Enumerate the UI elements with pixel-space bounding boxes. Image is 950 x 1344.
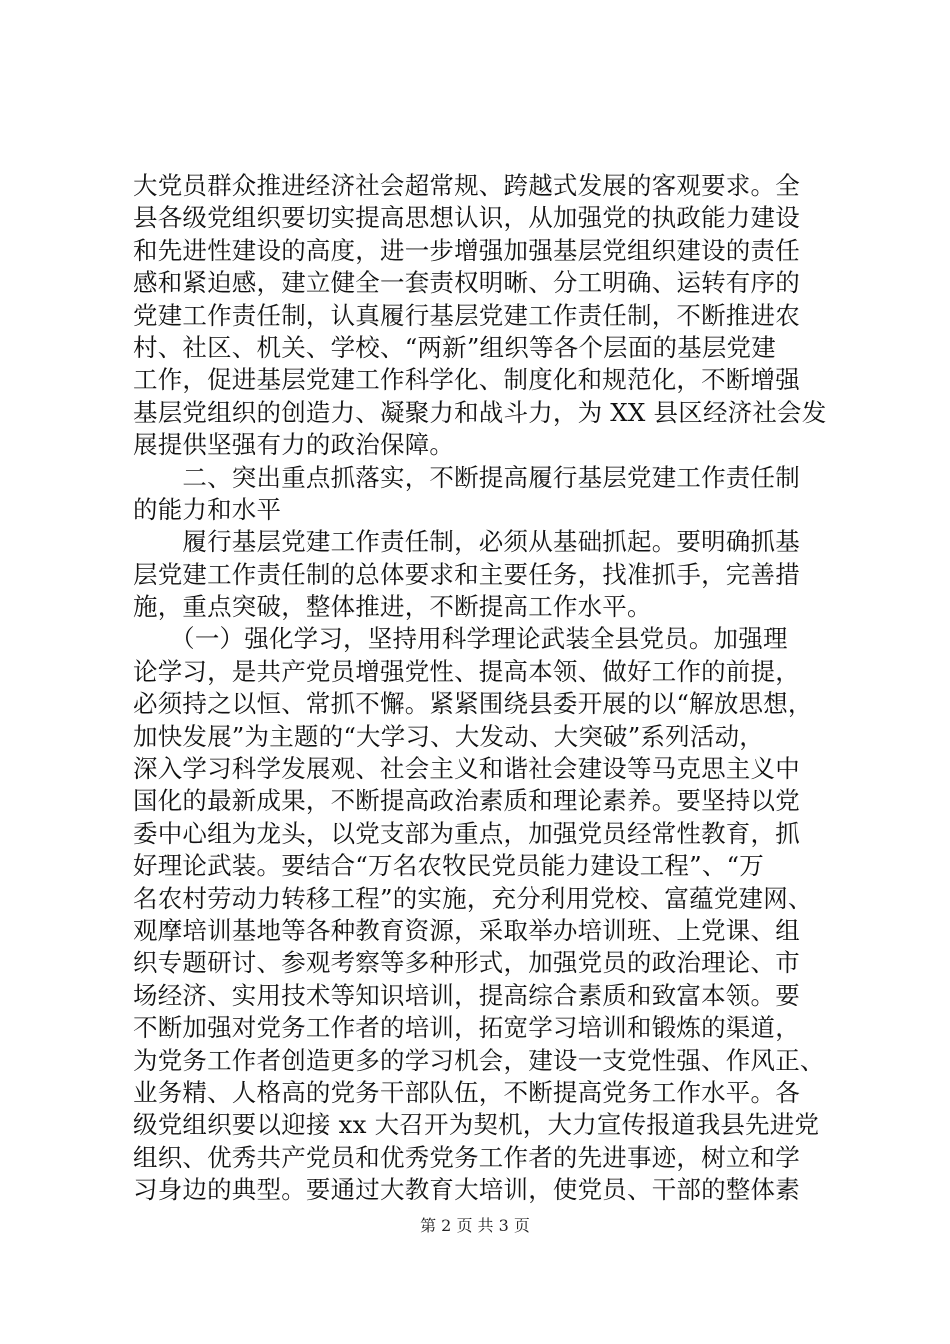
- text-line: 基层党组织的创造力、凝聚力和战斗力，为 XX 县区经济社会发: [133, 397, 827, 427]
- text-line: 不断加强对党务工作者的培训，拓宽学习培训和锻炼的渠道，: [133, 1013, 800, 1043]
- text-line: 场经济、实用技术等知识培训，提高综合素质和致富本领。要: [133, 980, 800, 1010]
- text-line: 加快发展”为主题的“大学习、大发动、大突破”系列活动，: [133, 721, 764, 751]
- text-line: 名农村劳动力转移工程”的实施，充分利用党校、富蕴党建网、: [133, 883, 813, 913]
- text-line: 村、社区、机关、学校、“两新”组织等各个层面的基层党建: [133, 332, 776, 362]
- text-line: 感和紧迫感，建立健全一套责权明晰、分工明确、运转有序的: [133, 268, 800, 298]
- text-line: 层党建工作责任制的总体要求和主要任务，找准抓手，完善措: [133, 559, 800, 589]
- text-line: （一）强化学习，坚持用科学理论武装全县党员。加强理: [133, 624, 788, 654]
- text-line: 国化的最新成果，不断提高政治素质和理论素养。要坚持以党: [133, 786, 800, 816]
- text-line: 工作，促进基层党建工作科学化、制度化和规范化，不断增强: [133, 365, 800, 395]
- text-line: 业务精、人格高的党务干部队伍，不断提高党务工作水平。各: [133, 1077, 800, 1107]
- text-line: 二、突出重点抓落实，不断提高履行基层党建工作责任制: [133, 462, 800, 492]
- text-line: 施，重点突破，整体推进，不断提高工作水平。: [133, 592, 652, 622]
- text-line: 和先进性建设的高度，进一步增强加强基层党组织建设的责任: [133, 235, 800, 265]
- text-line: 必须持之以恒、常抓不懈。紧紧围绕县委开展的以“解放思想，: [133, 689, 813, 719]
- text-line: 习身边的典型。要通过大教育大培训，使党员、干部的整体素: [133, 1175, 800, 1205]
- text-line: 观摩培训基地等各种教育资源，采取举办培训班、上党课、组: [133, 915, 800, 945]
- text-line: 的能力和水平: [133, 494, 282, 524]
- text-line: 为党务工作者创造更多的学习机会，建设一支党性强、作风正、: [133, 1045, 825, 1075]
- text-line: 好理论武装。要结合“万名农牧民党员能力建设工程”、“万: [133, 851, 764, 881]
- text-line: 党建工作责任制，认真履行基层党建工作责任制，不断推进农: [133, 300, 800, 330]
- text-line: 组织、优秀共产党员和优秀党务工作者的先进事迹，树立和学: [133, 1142, 800, 1172]
- text-line: 委中心组为龙头，以党支部为重点，加强党员经常性教育，抓: [133, 818, 800, 848]
- text-line: 展提供坚强有力的政治保障。: [133, 430, 455, 460]
- text-line: 级党组织要以迎接 xx 大召开为契机，大力宣传报道我县先进党: [133, 1110, 820, 1140]
- page-footer: 第 2 页 共 3 页: [420, 1216, 530, 1235]
- text-line: 大党员群众推进经济社会超常规、跨越式发展的客观要求。全: [133, 171, 800, 200]
- text-line: 论学习，是共产党员增强党性、提高本领、做好工作的前提，: [133, 656, 800, 686]
- text-line: 履行基层党建工作责任制，必须从基础抓起。要明确抓基: [133, 527, 800, 557]
- text-line: 县各级党组织要切实提高思想认识，从加强党的执政能力建设: [133, 203, 800, 233]
- text-line: 深入学习科学发展观、社会主义和谐社会建设等马克思主义中: [133, 754, 800, 784]
- document-body: [133, 170, 833, 1207]
- text-line: 织专题研讨、参观考察等多种形式，加强党员的政治理论、市: [133, 948, 800, 978]
